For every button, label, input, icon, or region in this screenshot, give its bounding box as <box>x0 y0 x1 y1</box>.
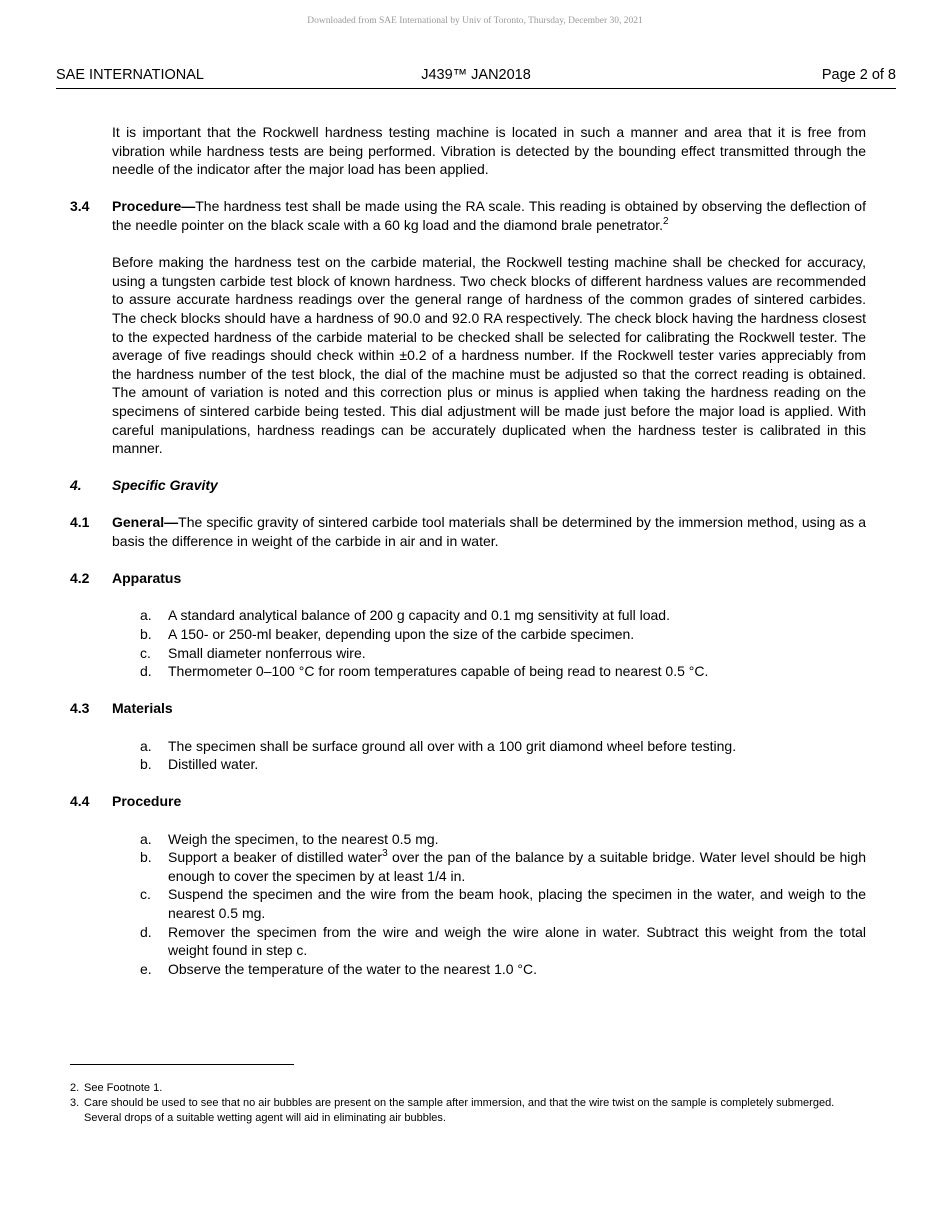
list-label: a. <box>140 830 152 847</box>
intro-paragraph: It is important that the Rockwell hardness testing machine is located in such a manner and area that it is free from vibration while hardness tests are being performed. Vibration is detected by the bounding effect transmitted through the needle of the indicator after the major load has been applied. <box>112 124 866 178</box>
header-org: SAE INTERNATIONAL <box>56 67 204 83</box>
list-item <box>140 644 866 663</box>
list-text: Small diameter nonferrous wire. <box>168 644 366 661</box>
list-label: b. <box>140 849 152 866</box>
list-label: a. <box>140 737 152 754</box>
section-number: 4.4 <box>70 793 90 810</box>
footnote-label: 3. <box>70 1097 80 1109</box>
list-item <box>140 625 866 644</box>
section-3-4 <box>70 197 866 234</box>
apparatus-list <box>140 606 866 680</box>
section-number: 4. <box>70 477 82 494</box>
page-header <box>56 66 896 89</box>
section-title: Procedure <box>112 793 182 810</box>
section-title: Procedure— <box>112 198 196 215</box>
list-label: a. <box>140 607 152 624</box>
list-label: c. <box>140 886 151 903</box>
list-label: b. <box>140 756 152 773</box>
list-item <box>140 923 866 960</box>
section-4-3-heading <box>70 699 866 718</box>
footnote-divider <box>70 1064 294 1065</box>
section-4-4-heading <box>70 792 866 811</box>
section-4-1 <box>70 513 866 550</box>
footnote-text: See Footnote 1. <box>84 1082 163 1094</box>
document-body <box>70 123 866 997</box>
list-text-continued: over the pan of the balance by a suitable bridge. Water level should be high enough to cover the specimen by at least 1/4 in. <box>168 849 866 884</box>
list-item <box>140 662 866 681</box>
section-number: 3.4 <box>70 198 90 215</box>
section-title: Apparatus <box>112 570 182 587</box>
list-label: d. <box>140 923 152 940</box>
footnote-label: 2. <box>70 1082 80 1094</box>
list-item <box>140 885 866 922</box>
procedure-list <box>140 830 866 979</box>
footnote-3 <box>70 1096 870 1126</box>
download-watermark: Downloaded from SAE International by Univ of Toronto, Thursday, December 30, 2021 <box>307 16 643 26</box>
list-label: d. <box>140 663 152 680</box>
section-title: Specific Gravity <box>112 477 218 494</box>
header-page-number: Page 2 of 8 <box>821 67 896 83</box>
list-item <box>140 606 866 625</box>
section-title: General— <box>112 514 179 531</box>
list-item <box>140 848 866 885</box>
materials-list <box>140 737 866 774</box>
list-text: A standard analytical balance of 200 g capacity and 0.1 mg sensitivity at full load. <box>168 607 670 624</box>
list-label: e. <box>140 960 152 977</box>
section-4-2-heading <box>70 569 866 588</box>
list-label: c. <box>140 644 151 661</box>
list-text: Suspend the specimen and the wire from the beam hook, placing the specimen in the water, and weigh to the nearest 0.5 mg. <box>168 886 866 921</box>
footnote-ref-2[interactable]: 2 <box>663 215 669 227</box>
footnote-text: Care should be used to see that no air bubbles are present on the sample after immersion, and that the wire twist on the sample is completely submerged. Several drops of a suitable wetting agent will aid in eliminating air bubbles. <box>84 1097 835 1124</box>
footnotes <box>70 1081 870 1126</box>
section-text: The specific gravity of sintered carbide tool materials shall be determined by the immersion method, using as a basis the difference in weight of the carbide in air and in water. <box>112 514 866 550</box>
calibration-paragraph: Before making the hardness test on the carbide material, the Rockwell testing machine shall be checked for accuracy, using a tungsten carbide test block of known hardness. Two check blocks of different hardness values are recommended to assure accurate hardness readings over the general range of hardness of the common grades of sintered carbides. The check blocks should have a hardness of 90.0 and 92.0 RA respectively. The check block having the hardness closest to the expected hardness of the carbide material to be checked shall be selected for calibrating the Rockwell tester. The average of five readings should check within ±0.2 of a hardness number. If the Rockwell tester varies appreciably from the hardness number of the test block, the dial of the machine must be adjusted so that the correct reading is obtained. The amount of variation is noted and this correction plus or minus is applied when taking the hardness reading on the specimens of sintered carbide being tested. This dial adjustment will be made just before the major load is applied. With careful manipulations, hardness readings can be accurately duplicated when the hardness tester is calibrated in this manner. <box>112 254 866 457</box>
section-4-heading <box>70 476 866 495</box>
list-text: Remover the specimen from the wire and weigh the wire alone in water. Subtract this weight from the total weight found in step c. <box>168 923 866 959</box>
section-number: 4.1 <box>70 514 90 531</box>
list-text: Distilled water. <box>168 756 259 773</box>
section-number: 4.2 <box>70 570 90 587</box>
footnote-2 <box>70 1081 870 1096</box>
list-item <box>140 755 866 774</box>
list-item <box>140 960 866 979</box>
list-text: The specimen shall be surface ground all over with a 100 grit diamond wheel before testing. <box>168 737 737 754</box>
footnote-ref-3[interactable]: 3 <box>382 848 388 860</box>
list-text: Observe the temperature of the water to the nearest 1.0 °C. <box>168 960 538 977</box>
list-item <box>140 830 866 849</box>
section-text: The hardness test shall be made using the RA scale. This reading is obtained by observing the deflection of the needle pointer on the black scale with a 60 kg load and the diamond brale penetrator. <box>112 198 866 233</box>
section-title: Materials <box>112 700 173 717</box>
list-label: b. <box>140 626 152 643</box>
list-text: Support a beaker of distilled water <box>168 849 383 866</box>
list-text: Weigh the specimen, to the nearest 0.5 mg. <box>168 830 439 847</box>
list-item <box>140 737 866 756</box>
list-text: A 150- or 250-ml beaker, depending upon the size of the carbide specimen. <box>168 626 635 643</box>
header-doc-id: J439™ JAN2018 <box>421 67 531 83</box>
list-text: Thermometer 0–100 °C for room temperatures capable of being read to nearest 0.5 °C. <box>168 663 709 680</box>
section-number: 4.3 <box>70 700 90 717</box>
